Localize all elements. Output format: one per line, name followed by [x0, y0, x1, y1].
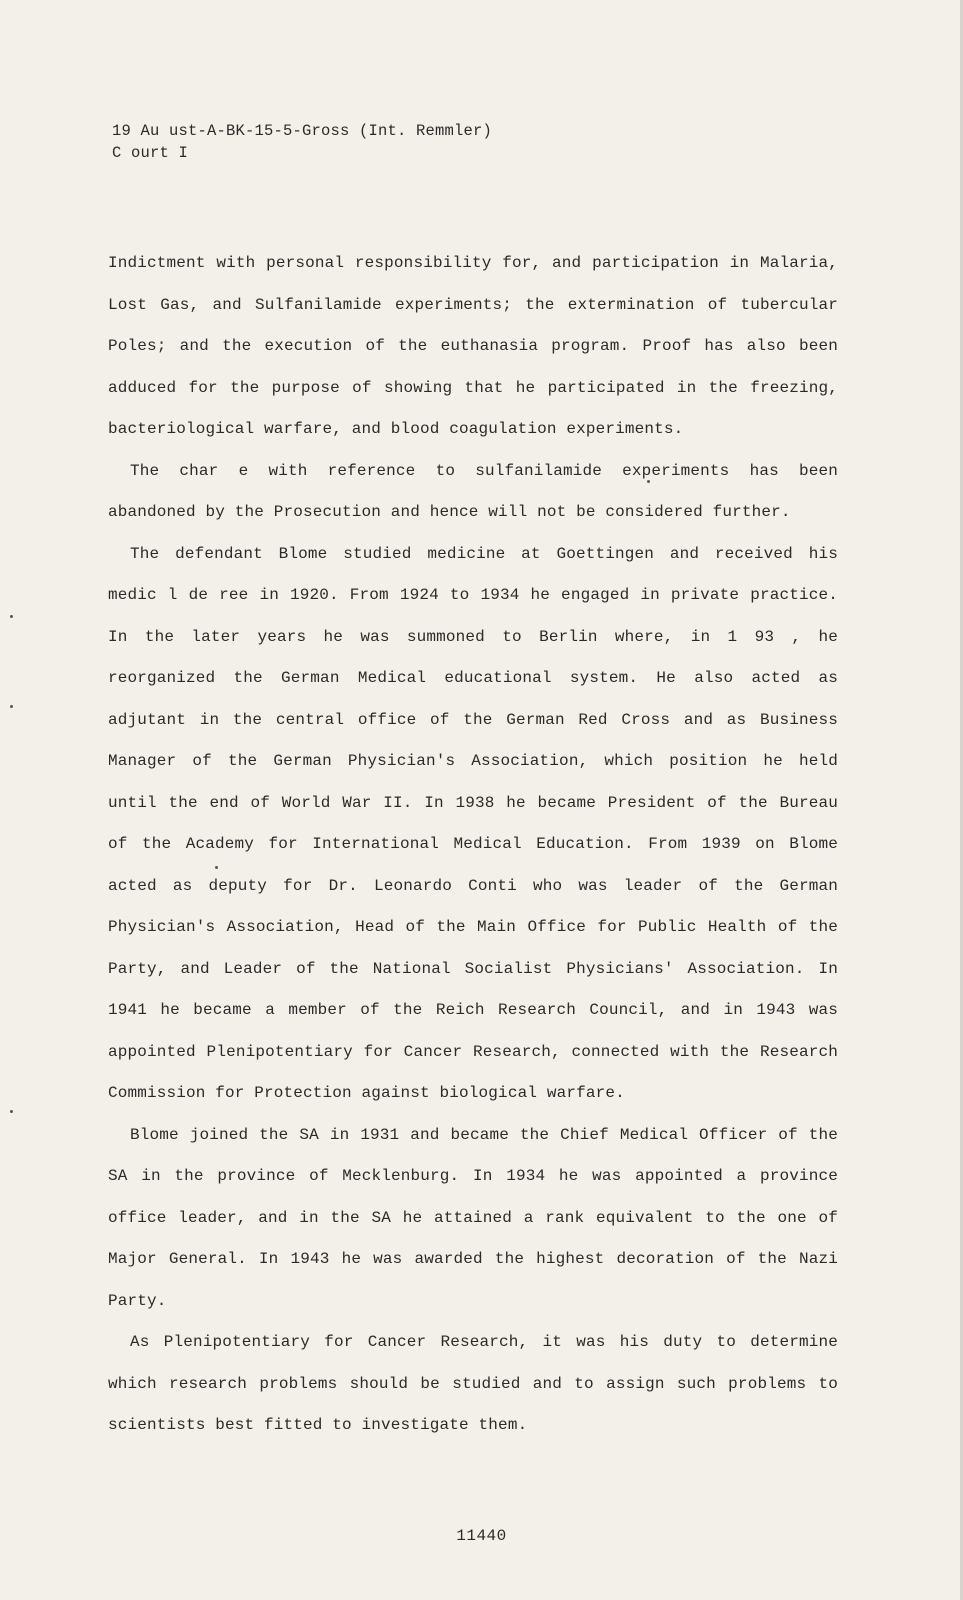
- paragraph-charge-abandoned: The char e with reference to sulfanilamide experiments has been abandoned by the Prosecution and hence will not be considered further.: [108, 461, 838, 521]
- paragraph-indictment: Indictment with personal responsibility for, and participation in Malaria, Lost Gas, and Sulfanilamide experiments; the extermination of tubercular Poles; and the execution of the euthanasia program. Proof has also been adduced for the purpose of showing that he participated in the freezing, bacteriological warfare, and blood coagulation experiments.: [108, 254, 838, 438]
- header-court: C ourt I: [112, 144, 189, 162]
- page-number: 11440: [456, 1527, 507, 1545]
- document-body: [108, 243, 838, 1447]
- paragraph-biography: The defendant Blome studied medicine at Goettingen and received his medic l de ree in 1920. From 1924 to 1934 he engaged in private practice. In the later years he was summoned to Berlin where, in 1 93 , he reorganized the German Medical educational system. He also acted as adjutant in the central office of the German Red Cross and as Business Manager of the German Physician's Association, which position he held until the end of World War II. In 1938 he became President of the Bureau of the Academy for International Medical Education. From 1939 on Blome acted as deputy for Dr. Leonardo Conti who was leader of the German Physician's Association, Head of the Main Office for Public Health of the Party, and Leader of the National Socialist Physicians' Association. In 1941 he became a member of the Reich Research Council, and in 1943 was appointed Plenipotentiary for Cancer Research, connected with the Research Commission for Protection against biological warfare.: [108, 544, 838, 1102]
- paper-speck: [10, 615, 13, 618]
- paper-speck: [215, 866, 218, 869]
- paragraph-sa-membership: Blome joined the SA in 1931 and became the Chief Medical Officer of the SA in the province of Mecklenburg. In 1934 he was appointed a province office leader, and in the SA he attained a rank equivalent to the one of Major General. In 1943 he was awarded the highest decoration of the Nazi Party.: [108, 1125, 838, 1310]
- header-reference: 19 Au ust-A-BK-15-5-Gross (Int. Remmler): [112, 122, 493, 140]
- document-header: [112, 120, 492, 164]
- paper-speck: [10, 1110, 13, 1113]
- paper-speck: [647, 480, 650, 483]
- paragraph-plenipotentiary: As Plenipotentiary for Cancer Research, it was his duty to determine which research problems should be studied and to assign such problems to scientists best fitted to investigate them.: [108, 1333, 838, 1434]
- paper-speck: [10, 705, 13, 708]
